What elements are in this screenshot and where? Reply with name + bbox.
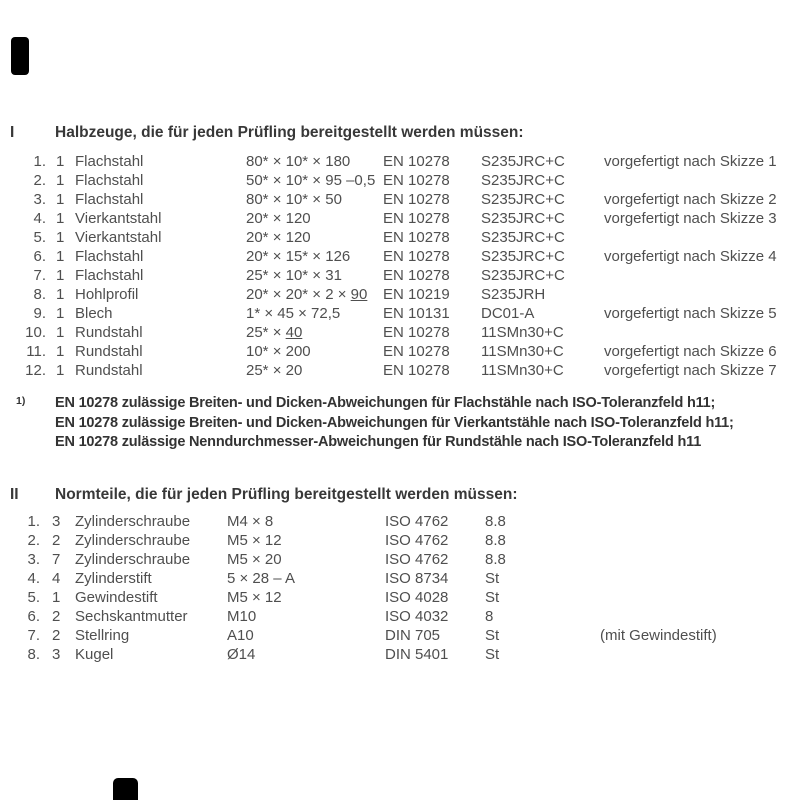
quantity: 1 xyxy=(52,589,61,606)
table-row xyxy=(0,607,800,626)
note: vorgefertigt nach Skizze 7 xyxy=(604,362,777,379)
standard: EN 10131 xyxy=(383,305,450,322)
standard: EN 10219 xyxy=(383,286,450,303)
note: vorgefertigt nach Skizze 4 xyxy=(604,248,777,265)
part-name: Flachstahl xyxy=(75,267,144,284)
table-row xyxy=(0,228,800,247)
property-class: St xyxy=(485,570,500,587)
part-name: Rundstahl xyxy=(75,343,143,360)
dimensions xyxy=(246,171,383,190)
dimension-text: 20* × 15* × 126 xyxy=(246,248,351,265)
footnote-line: EN 10278 zulässige Nenndurchmesser-Abweichungen für Rundstähle nach ISO-Toleranzfeld h11 xyxy=(55,434,702,450)
note: vorgefertigt nach Skizze 2 xyxy=(604,191,777,208)
note xyxy=(604,228,800,247)
dimension-text: 1* × 45 × 72,5 xyxy=(246,305,341,322)
row-number: 8. xyxy=(33,286,46,303)
material: 11SMn30+C xyxy=(481,324,564,341)
quantity: 1 xyxy=(56,248,65,265)
table-row xyxy=(0,626,800,645)
material: S235JRC+C xyxy=(481,248,565,265)
dimensions xyxy=(246,285,383,304)
dimension-text: 25* × xyxy=(246,324,286,341)
section-number: II xyxy=(10,486,19,503)
note xyxy=(600,512,800,531)
row-number: 2. xyxy=(33,172,46,189)
row-number: 2. xyxy=(27,532,40,549)
row-number: 3. xyxy=(27,551,40,568)
part-name: Rundstahl xyxy=(75,324,143,341)
table-row xyxy=(0,512,800,531)
material: S235JRC+C xyxy=(481,191,565,208)
quantity: 1 xyxy=(56,324,65,341)
dimension-text: 80* × 10* × 180 xyxy=(246,153,351,170)
row-number: 4. xyxy=(27,570,40,587)
dimension-text: 20* × 120 xyxy=(246,210,311,227)
dimensions xyxy=(246,323,383,342)
note xyxy=(604,285,800,304)
dimension-text: 80* × 10* × 50 xyxy=(246,191,342,208)
dimension-text: 10* × 200 xyxy=(246,343,311,360)
dimensions xyxy=(246,209,383,228)
dimension-underlined: 90 xyxy=(350,286,368,303)
note xyxy=(604,266,800,285)
property-class: St xyxy=(485,627,500,644)
dimensions xyxy=(246,342,383,361)
part-name: Vierkantstahl xyxy=(75,229,162,246)
table-row xyxy=(0,550,800,569)
section-title: Normteile, die für jeden Prüfling bereitgestellt werden müssen: xyxy=(55,486,518,503)
part-name: Blech xyxy=(75,305,113,322)
part-name: Flachstahl xyxy=(75,172,144,189)
section-halbzeuge-header xyxy=(0,123,800,142)
quantity: 1 xyxy=(56,229,65,246)
dimensions: M10 xyxy=(227,608,257,625)
property-class: St xyxy=(485,646,500,663)
property-class: 8.8 xyxy=(485,551,506,568)
row-number: 5. xyxy=(27,589,40,606)
table-row xyxy=(0,209,800,228)
standard: ISO 4028 xyxy=(385,589,449,606)
standard: ISO 4762 xyxy=(385,551,449,568)
table-row xyxy=(0,569,800,588)
part-name: Zylinderschraube xyxy=(75,532,191,549)
footnote-marker: 1) xyxy=(16,395,26,407)
property-class: St xyxy=(485,589,500,606)
material: S235JRC+C xyxy=(481,153,565,170)
dimensions xyxy=(246,152,383,171)
quantity: 3 xyxy=(52,513,61,530)
row-number: 6. xyxy=(27,608,40,625)
section-title: Halbzeuge, die für jeden Prüfling bereitgestellt werden müssen: xyxy=(55,124,524,141)
quantity: 1 xyxy=(56,343,65,360)
part-name: Flachstahl xyxy=(75,248,144,265)
note: vorgefertigt nach Skizze 5 xyxy=(604,305,777,322)
part-name: Hohlprofil xyxy=(75,286,139,303)
table-row xyxy=(0,171,800,190)
property-class: 8 xyxy=(485,608,494,625)
standard: ISO 4762 xyxy=(385,513,449,530)
quantity: 7 xyxy=(52,551,61,568)
quantity: 2 xyxy=(52,532,61,549)
dimensions: M5 × 12 xyxy=(227,532,282,549)
row-number: 6. xyxy=(33,248,46,265)
table-row xyxy=(0,588,800,607)
quantity: 4 xyxy=(52,570,61,587)
part-name: Zylinderstift xyxy=(75,570,152,587)
normteile-table xyxy=(0,512,800,664)
quantity: 2 xyxy=(52,627,61,644)
material: S235JRC+C xyxy=(481,172,565,189)
halbzeuge-table xyxy=(0,152,800,380)
dimensions: 5 × 28 – A xyxy=(227,570,295,587)
quantity: 3 xyxy=(52,646,61,663)
standard: ISO 4762 xyxy=(385,532,449,549)
property-class: 8.8 xyxy=(485,513,506,530)
row-number: 1. xyxy=(27,513,40,530)
standard: EN 10278 xyxy=(383,210,450,227)
material: S235JRC+C xyxy=(481,210,565,227)
row-number: 11. xyxy=(26,343,46,360)
table-row xyxy=(0,247,800,266)
quantity: 1 xyxy=(56,210,65,227)
note xyxy=(600,645,800,664)
dimensions xyxy=(246,228,383,247)
material: 11SMn30+C xyxy=(481,362,564,379)
row-number: 1. xyxy=(33,153,46,170)
standard: EN 10278 xyxy=(383,324,450,341)
footnote-line: EN 10278 zulässige Breiten- und Dicken-Abweichungen für Flachstähle nach ISO-Toleranzfeld h11; xyxy=(55,395,716,411)
standard: EN 10278 xyxy=(383,267,450,284)
dimensions: M5 × 20 xyxy=(227,551,282,568)
note xyxy=(600,569,800,588)
note xyxy=(600,588,800,607)
table-row xyxy=(0,266,800,285)
note xyxy=(600,550,800,569)
quantity: 1 xyxy=(56,153,65,170)
dimensions xyxy=(246,304,383,323)
standard: EN 10278 xyxy=(383,229,450,246)
dimension-text: 50* × 10* × 95 –0,5 xyxy=(246,172,376,189)
table-row xyxy=(0,531,800,550)
part-name: Rundstahl xyxy=(75,362,143,379)
note xyxy=(600,607,800,626)
standard: ISO 4032 xyxy=(385,608,449,625)
table-row xyxy=(0,361,800,380)
quantity: 1 xyxy=(56,191,65,208)
quantity: 1 xyxy=(56,172,65,189)
dimensions: Ø14 xyxy=(227,646,256,663)
dimensions xyxy=(246,247,383,266)
dimensions xyxy=(246,266,383,285)
note: vorgefertigt nach Skizze 6 xyxy=(604,343,777,360)
table-row xyxy=(0,152,800,171)
dimensions xyxy=(246,361,383,380)
material: S235JRH xyxy=(481,286,546,303)
standard: EN 10278 xyxy=(383,362,450,379)
part-name: Gewindestift xyxy=(75,589,158,606)
scan-artifact-bottom xyxy=(113,778,138,800)
part-name: Kugel xyxy=(75,646,114,663)
standard: EN 10278 xyxy=(383,248,450,265)
quantity: 1 xyxy=(56,362,65,379)
part-name: Stellring xyxy=(75,627,130,644)
section-number: I xyxy=(10,124,15,141)
table-row xyxy=(0,285,800,304)
material: 11SMn30+C xyxy=(481,343,564,360)
standard: EN 10278 xyxy=(383,343,450,360)
note: vorgefertigt nach Skizze 3 xyxy=(604,210,777,227)
row-number: 12. xyxy=(25,362,46,379)
table-row xyxy=(0,190,800,209)
material: S235JRC+C xyxy=(481,267,565,284)
standard: EN 10278 xyxy=(383,172,450,189)
dimensions: A10 xyxy=(227,627,254,644)
quantity: 1 xyxy=(56,305,65,322)
footnote-line: EN 10278 zulässige Breiten- und Dicken-Abweichungen für Vierkantstähle nach ISO-Toleranzfeld h11; xyxy=(55,414,734,431)
note xyxy=(604,323,800,342)
part-name: Flachstahl xyxy=(75,191,144,208)
standard: DIN 5401 xyxy=(385,646,449,663)
dimension-text: 25* × 10* × 31 xyxy=(246,267,342,284)
table-row xyxy=(0,304,800,323)
part-name: Sechskantmutter xyxy=(75,608,188,625)
row-number: 3. xyxy=(33,191,46,208)
row-number: 4. xyxy=(33,210,46,227)
row-number: 5. xyxy=(33,229,46,246)
quantity: 1 xyxy=(56,267,65,284)
part-name: Zylinderschraube xyxy=(75,551,191,568)
material: S235JRC+C xyxy=(481,229,565,246)
note: (mit Gewindestift) xyxy=(600,627,717,644)
material: DC01-A xyxy=(481,305,535,322)
section-normteile-header xyxy=(0,485,800,504)
part-name: Vierkantstahl xyxy=(75,210,162,227)
part-name: Zylinderschraube xyxy=(75,513,191,530)
standard: DIN 705 xyxy=(385,627,441,644)
part-name: Flachstahl xyxy=(75,153,144,170)
property-class: 8.8 xyxy=(485,532,506,549)
table-row xyxy=(0,323,800,342)
row-number: 7. xyxy=(33,267,46,284)
dimension-text: 20* × 20* × 2 × xyxy=(246,286,351,303)
quantity: 1 xyxy=(56,286,65,303)
row-number: 10. xyxy=(25,324,46,341)
footnote-lines xyxy=(55,394,797,453)
row-number: 9. xyxy=(33,305,46,322)
quantity: 2 xyxy=(52,608,61,625)
row-number: 7. xyxy=(27,627,40,644)
standard: ISO 8734 xyxy=(385,570,449,587)
row-number: 8. xyxy=(27,646,40,663)
dimension-text: 20* × 120 xyxy=(246,229,311,246)
note xyxy=(604,171,800,190)
table-row xyxy=(0,645,800,664)
standard: EN 10278 xyxy=(383,153,450,170)
dimensions xyxy=(246,190,383,209)
dimension-underlined: 40 xyxy=(285,324,303,341)
scan-artifact-top xyxy=(11,37,29,75)
table-row xyxy=(0,342,800,361)
note: vorgefertigt nach Skizze 1 xyxy=(604,153,777,170)
dimensions: M4 × 8 xyxy=(227,513,274,530)
dimensions: M5 × 12 xyxy=(227,589,282,606)
dimension-text: 25* × 20 xyxy=(246,362,303,379)
note xyxy=(600,531,800,550)
standard: EN 10278 xyxy=(383,191,450,208)
